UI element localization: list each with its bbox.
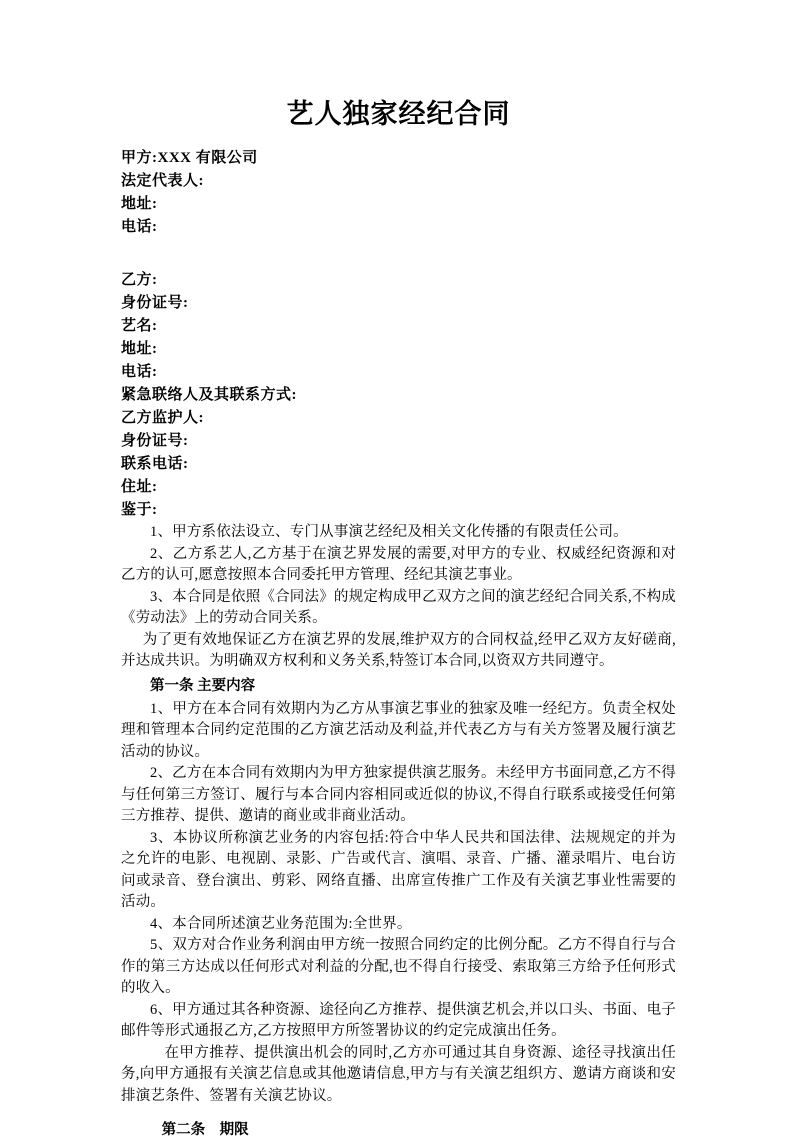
block-spacer bbox=[121, 239, 676, 269]
field-legal-representative: 法定代表人: bbox=[121, 173, 204, 189]
section-2-heading: 第二条 期限 bbox=[161, 1122, 249, 1138]
section-1-item-4: 4、本合同所述演艺业务范围为:全世界。 bbox=[150, 915, 412, 932]
field-guardian-id-number: 身份证号: bbox=[121, 433, 189, 449]
whereas-label: 鉴于: bbox=[121, 502, 158, 518]
field-emergency-contact: 紧急联络人及其联系方式: bbox=[121, 387, 297, 403]
preamble-paragraph: 为了更有效地保证乙方在演艺界的发展,维护双方的合同权益,经甲乙双方友好磋商,并达成共识。为明确双方权利和义务关系,特签订本合同,以资双方共同遵守。 bbox=[121, 631, 676, 669]
field-party-b-name: 乙方: bbox=[121, 272, 158, 288]
field-party-a-address: 地址: bbox=[121, 196, 158, 212]
whereas-item-1: 1、甲方系依法设立、专门从事演艺经纪及相关文化传播的有限责任公司。 bbox=[150, 524, 628, 540]
field-party-b-id-number: 身份证号: bbox=[121, 295, 189, 311]
section-1 bbox=[121, 675, 676, 1108]
whereas-item-2: 2、乙方系艺人,乙方基于在演艺界发展的需要,对甲方的专业、权威经纪资源和对乙方的认可,愿意按照本合同委托甲方管理、经纪其演艺事业。 bbox=[121, 545, 676, 583]
party-a-block bbox=[121, 147, 676, 239]
section-2 bbox=[121, 1119, 676, 1141]
field-party-a-name: 甲方:XXX 有限公司 bbox=[121, 150, 258, 166]
section-1-item-5: 5、双方对合作业务利润由甲方统一按照合同约定的比例分配。乙方不得自行与合作的第三方达成以任何形式对利益的分配,也不得自行接受、索取第三方给予任何形式的收入。 bbox=[121, 937, 676, 996]
section-1-heading: 第一条 主要内容 bbox=[150, 677, 256, 694]
section-1-item-2: 2、乙方在本合同有效期内为甲方独家提供演艺服务。未经甲方书面同意,乙方不得与任何第三方签订、履行与本合同内容相同或近似的协议,不得自行联系或接受任何第三方推荐、提供、邀请的商业或非商业活动。 bbox=[121, 765, 676, 824]
section-1-item-1: 1、甲方在本合同有效期内为乙方从事演艺事业的独家及唯一经纪方。负责全权处理和管理本合同约定范围的乙方演艺活动及利益,并代表乙方与有关方签署及履行演艺活动的协议。 bbox=[121, 700, 676, 760]
section-1-item-3: 3、本协议所称演艺业务的内容包括:符合中华人民共和国法律、法规规定的并为之允许的电影、电视剧、录影、广告或代言、演唱、录音、广播、灌录唱片、电台访问或录音、登台演出、剪彩、网络直播、出席宣传推广工作及有关演艺事业性需要的活动。 bbox=[121, 829, 676, 910]
whereas-item-3: 3、本合同是依照《合同法》的规定构成甲乙双方之间的演艺经纪合同关系,不构成《劳动法》上的劳动合同关系。 bbox=[121, 588, 676, 626]
document-title: 艺人独家经纪合同 bbox=[286, 99, 511, 129]
field-party-b-address: 地址: bbox=[121, 341, 158, 357]
party-b-block bbox=[121, 269, 676, 522]
whereas-block bbox=[121, 522, 676, 673]
field-party-a-phone: 电话: bbox=[121, 219, 158, 235]
field-guardian-address: 住址: bbox=[121, 479, 158, 495]
field-stage-name: 艺名: bbox=[121, 318, 158, 334]
field-guardian: 乙方监护人: bbox=[121, 410, 204, 426]
field-guardian-phone: 联系电话: bbox=[121, 456, 189, 472]
section-1-item-6-extra: 在甲方推荐、提供演出机会的同时,乙方亦可通过其自身资源、途径寻找演出任务,向甲方通报有关演艺信息或其他邀请信息,甲方与有关演艺组织方、邀请方商谈和安排演艺条件、签署有关演艺协议。 bbox=[121, 1044, 676, 1104]
section-1-item-6: 6、甲方通过其各种资源、途径向乙方推荐、提供演艺机会,并以口头、书面、电子邮件等形式通报乙方,乙方按照甲方所签署协议的约定完成演出任务。 bbox=[121, 1001, 676, 1039]
field-party-b-phone: 电话: bbox=[121, 364, 158, 380]
